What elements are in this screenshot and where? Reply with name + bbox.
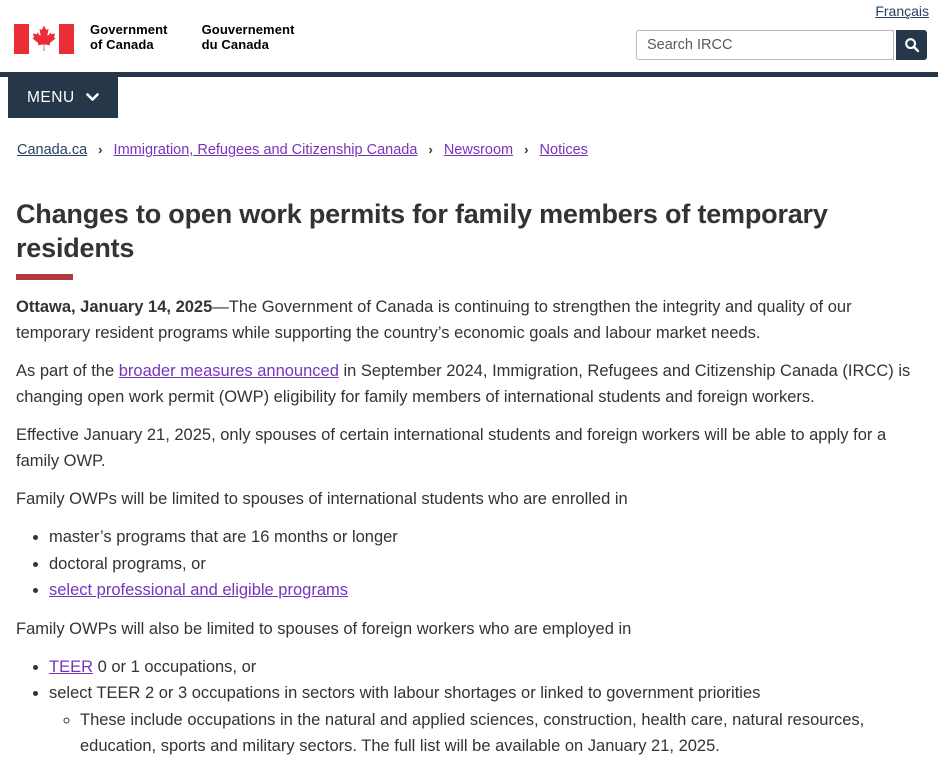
list-item: • doctoral programs, or: [49, 551, 922, 578]
list-item: ◦ These include occupations in the natural and applied sciences, construction, health care, natural resources, education, sports and military sectors. The full list will be available on January 21, 2025.: [80, 707, 922, 760]
government-of-canada-signature: [14, 22, 295, 54]
teer-link[interactable]: TEER: [49, 657, 94, 676]
search-button[interactable]: [896, 30, 927, 60]
breadcrumb-separator: ›: [98, 142, 103, 157]
search-input[interactable]: [636, 30, 894, 60]
chevron-down-icon: [86, 93, 99, 102]
govt-of-canada-wordmark-en: [90, 22, 168, 52]
menu-bar: [0, 72, 938, 118]
breadcrumb-separator: ›: [524, 142, 529, 157]
breadcrumb: [17, 141, 922, 159]
paragraph-broader-measures: [16, 358, 922, 410]
breadcrumb-link-newsroom[interactable]: Newsroom: [443, 142, 514, 158]
page-title: Changes to open work permits for family members of temporary residents: [16, 199, 828, 263]
eligible-programs-link[interactable]: select professional and eligible programs: [49, 581, 348, 599]
breadcrumb-link-canada-ca[interactable]: Canada.ca: [17, 142, 88, 158]
paragraph-effective-date: Effective January 21, 2025, only spouses of certain international students and foreign workers will be able to apply for a family OWP.: [16, 426, 887, 470]
breadcrumb-separator: ›: [428, 142, 433, 157]
paragraph-text: As part of the: [16, 362, 119, 380]
teer-sectors-sublist: [49, 707, 922, 760]
list-item: [49, 577, 922, 604]
main-content: [0, 197, 938, 760]
site-header: [0, 0, 938, 72]
wordmark-en-line2: of Canada: [90, 37, 154, 52]
menu-button[interactable]: [8, 77, 118, 118]
list-item: [49, 654, 922, 681]
list-item-text: select TEER 2 or 3 occupations in sectors with labour shortages or linked to government priorities: [49, 684, 761, 702]
students-eligibility-list: [16, 524, 922, 604]
title-accent-bar: [16, 274, 73, 280]
paragraph-text: in September 2024, Immigration, Refugees and Citizenship Canada (IRCC) is changing open work permit (OWP) eligibility for family members of international students and foreign workers.: [16, 362, 911, 406]
language-toggle-link[interactable]: Français: [875, 3, 929, 19]
canada-flag-icon: [14, 24, 74, 54]
search-icon: [904, 37, 920, 53]
list-item-text: 0 or 1 occupations, or: [93, 657, 257, 676]
list-item: • master’s programs that are 16 months or longer: [49, 524, 922, 551]
breadcrumb-link-notices[interactable]: Notices: [539, 142, 588, 158]
search-box: [636, 30, 927, 60]
paragraph-dateline: [16, 294, 922, 346]
paragraph-students-intro: Family OWPs will be limited to spouses of international students who are enrolled in: [16, 490, 628, 508]
paragraph-dateline-text: —The Government of Canada is continuing to strengthen the integrity and quality of our temporary resident programs while supporting the country’s economic goals and labour market needs.: [16, 298, 852, 342]
wordmark-fr-line2: du Canada: [201, 37, 269, 52]
list-item: [49, 680, 922, 760]
paragraph-workers-intro: Family OWPs will also be limited to spouses of foreign workers who are employed in: [16, 619, 632, 638]
wordmark-fr-line1: Gouvernement: [201, 22, 295, 37]
wordmark-en-line1: Government: [90, 22, 168, 37]
breadcrumb-link-ircc[interactable]: Immigration, Refugees and Citizenship Canada: [113, 142, 418, 158]
govt-of-canada-wordmark-fr: [202, 22, 295, 52]
workers-eligibility-list: [16, 654, 922, 760]
menu-button-label: MENU: [27, 88, 75, 106]
broader-measures-link[interactable]: broader measures announced: [118, 362, 339, 380]
dateline: Ottawa, January 14, 2025: [16, 298, 213, 316]
